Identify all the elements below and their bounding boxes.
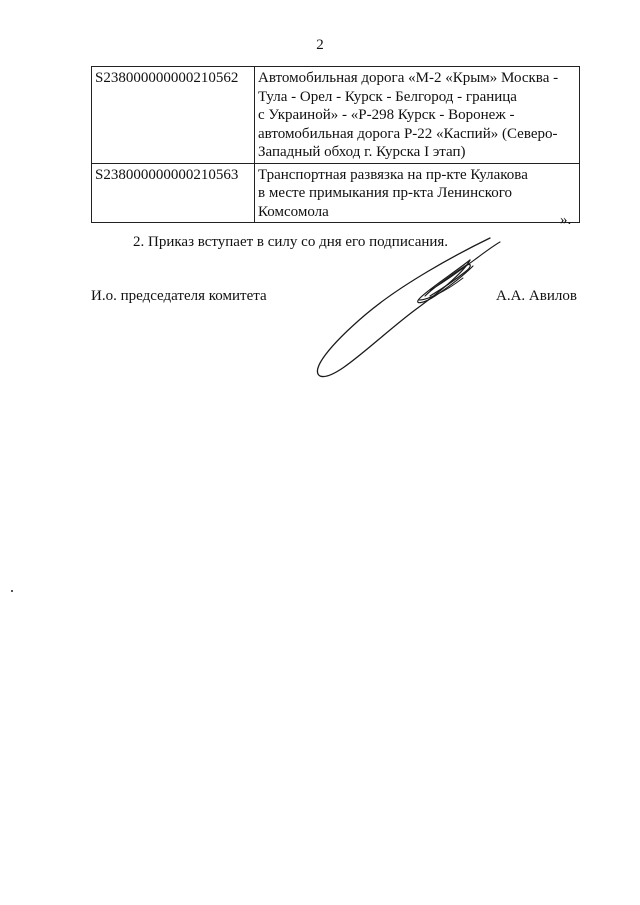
signer-name: А.А. Авилов (496, 288, 577, 304)
clause-text: 2. Приказ вступает в силу со дня его подписания. (133, 234, 449, 250)
signer-title: И.о. председателя комитета (91, 288, 267, 304)
handwritten-signature (305, 230, 515, 380)
table-cell-code: S238000000000210563 (92, 163, 255, 223)
table-row (92, 163, 580, 223)
table-row (92, 67, 580, 164)
table-cell-description: Транспортная развязка на пр-кте Кулакова в месте примыкания пр-кта Ленинского Комсомола (255, 163, 580, 223)
table-cell-description: Автомобильная дорога «М-2 «Крым» Москва - Тула - Орел - Курск - Белгород - граница с Украиной» - «Р-298 Курск - Воронеж - автомобильная дорога Р-22 «Каспий» (Северо- Западный обход г. Курска I этап) (255, 67, 580, 164)
codes-table (91, 66, 580, 223)
page-number: 2 (316, 37, 324, 53)
scan-speck (11, 590, 13, 592)
table-cell-code: S2380000000002105​62 (92, 67, 255, 164)
closing-quote: ». (560, 212, 572, 228)
